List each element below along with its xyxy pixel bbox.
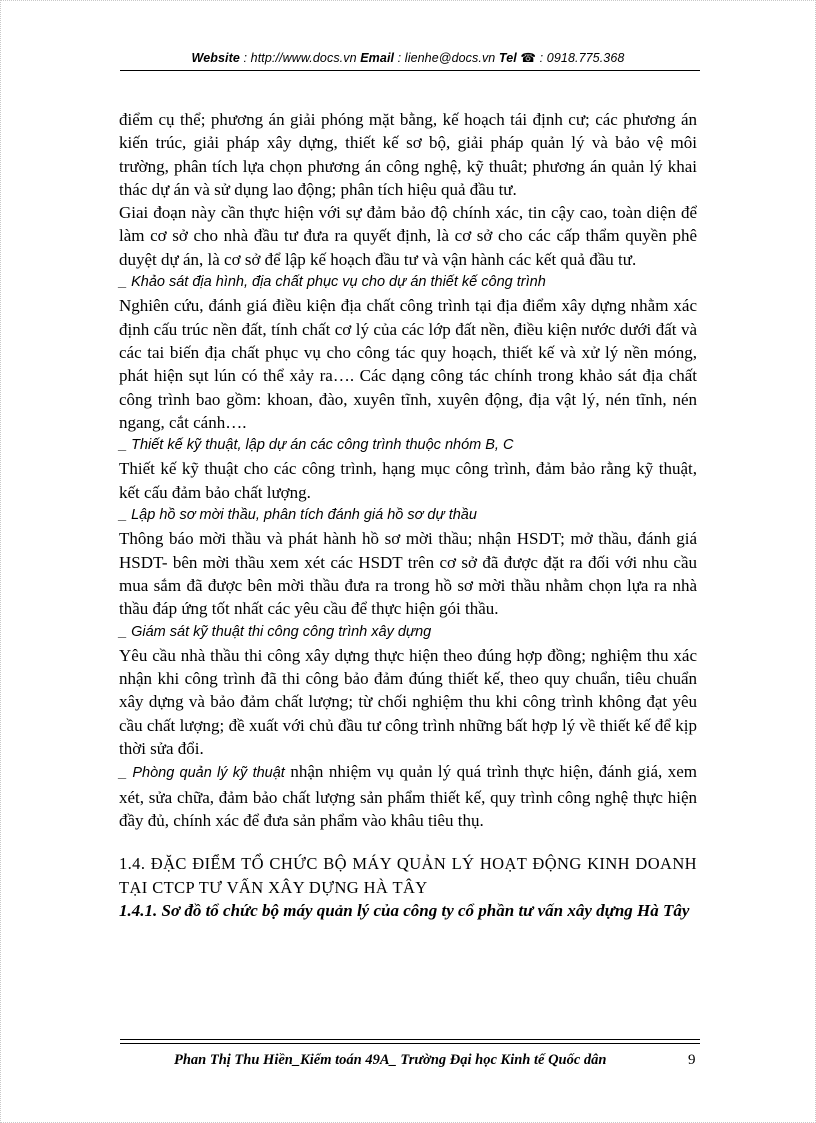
- paragraph-2: Giai đoạn này cần thực hiện với sự đảm bảo độ chính xác, tin cậy cao, toàn diện để làm cơ sở cho nhà đầu tư đưa ra quyết định, là cơ sở cho các cấp thẩm quyền phê duyệt dự án, là cơ sở để lập kế hoạch đầu tư và vận hành các kết quả đầu tư.: [119, 203, 697, 269]
- page-header: [0, 50, 816, 65]
- section-heading: 1.4. ĐẶC ĐIỂM TỔ CHỨC BỘ MÁY QUẢN LÝ HOẠT ĐỘNG KINH DOANH TẠI CTCP TƯ VẤN XÂY DỰNG HÀ TÂY: [119, 854, 697, 897]
- paragraph-3: Nghiên cứu, đánh giá điều kiện địa chất công trình tại địa điểm xây dựng nhằm xác định cấu trúc nền đất, tính chất cơ lý của các lớp đất nền, điều kiện nước dưới đất và các tai biến địa chất phục vụ cho công tác quy hoạch, thiết kế và xử lý nền móng, phát hiện sụt lún có thể xảy ra…. Các dạng công tác chính trong khảo sát địa chất công trình bao gồm: khoan, đào, xuyên tĩnh, xuyên động, địa vật lý, nén tĩnh, nén ngang, cắt cánh….: [119, 296, 697, 432]
- paragraph-7-text: nhận nhiệm vụ quản lý quá trình thực hiện, đánh giá, xem xét, sửa chữa, đảm bảo chất lượng sản phẩm thiết kế, quy trình công nghệ thực hiện đầy đủ, chính xác để đưa sản phẩm vào khâu tiêu thụ.: [119, 762, 697, 830]
- paragraph-6: Yêu cầu nhà thầu thi công xây dựng thực hiện theo đúng hợp đồng; nghiệm thu xác nhận khi công trình đã thi công bảo đảm đúng thiết kế, theo quy chuẩn, tiêu chuẩn xây dựng và bảo đảm chất lượng; từ chối nghiệm thu khi công trình không đạt yêu cầu chất lượng; đề xuất với chủ đầu tư công trình những bất hợp lý về thiết kế để kịp thời sửa đổi.: [119, 645, 697, 759]
- footer-author: Phan Thị Thu Hiền_Kiểm toán 49A_ Trường Đại học Kinh tế Quốc dân: [174, 1052, 607, 1068]
- footer-rule-bottom: [120, 1043, 700, 1044]
- header-rule: [120, 70, 700, 71]
- subsection-technical-design: _ Thiết kế kỹ thuật, lập dự án các công trình thuộc nhóm B, C: [119, 437, 514, 454]
- subsection-supervision: _ Giám sát kỹ thuật thi công công trình xây dựng: [119, 623, 432, 640]
- page-number: 9: [688, 1052, 696, 1068]
- subsection-survey: _ Khảo sát địa hình, địa chất phục vụ cho dự án thiết kế công trình: [119, 274, 546, 291]
- paragraph-7-lead: _ Phòng quản lý kỹ thuật: [119, 765, 285, 782]
- paragraph-1: điểm cụ thể; phương án giải phóng mặt bằng, kế hoạch tái định cư; các phương án kiến trúc, giải pháp xây dựng, thiết kế sơ bộ, giải pháp quản lý và bảo vệ môi trường, phân tích lựa chọn phương án công nghệ, kỹ thuât; phương án quản lý khai thác dự án và sử dụng lao động; phân tích hiệu quả đầu tư.: [119, 110, 697, 199]
- section-subheading: 1.4.1. Sơ đồ tổ chức bộ máy quản lý của công ty cổ phần tư vấn xây dựng Hà Tây: [119, 900, 690, 920]
- phone-icon: ☎: [520, 51, 537, 65]
- section-gap: [119, 832, 697, 852]
- footer-rule-top: [120, 1039, 700, 1040]
- tel-value: : 0918.775.368: [536, 51, 625, 65]
- paragraph-5: Thông báo mời thầu và phát hành hồ sơ mời thầu; nhận HSDT; mở thầu, đánh giá HSDT- bên mời thầu xem xét các HSDT trên cơ sở đã được đặt ra đối với nhu cầu mua sắm đã được bên mời thầu đưa ra trong hồ sơ mời thầu nhằm chọn lựa ra nhà thầu đáp ứng tốt nhất các yêu cầu để thực hiện gói thầu.: [119, 529, 697, 619]
- email-value: : lienhe@docs.vn: [394, 51, 499, 65]
- website-value: : http://www.docs.vn: [239, 51, 361, 65]
- paragraph-7: [119, 760, 697, 832]
- paragraph-4: Thiết kế kỹ thuật cho các công trình, hạng mục công trình, đảm bảo rằng kỹ thuật, kết cấu đảm bảo chất lượng.: [119, 459, 697, 502]
- subsection-bidding: _ Lập hồ sơ mời thầu, phân tích đánh giá hồ sơ dự thầu: [119, 507, 477, 524]
- email-label: Email: [360, 51, 395, 65]
- website-label: Website: [191, 51, 240, 65]
- document-body: [119, 108, 697, 922]
- tel-label: Tel: [498, 51, 517, 65]
